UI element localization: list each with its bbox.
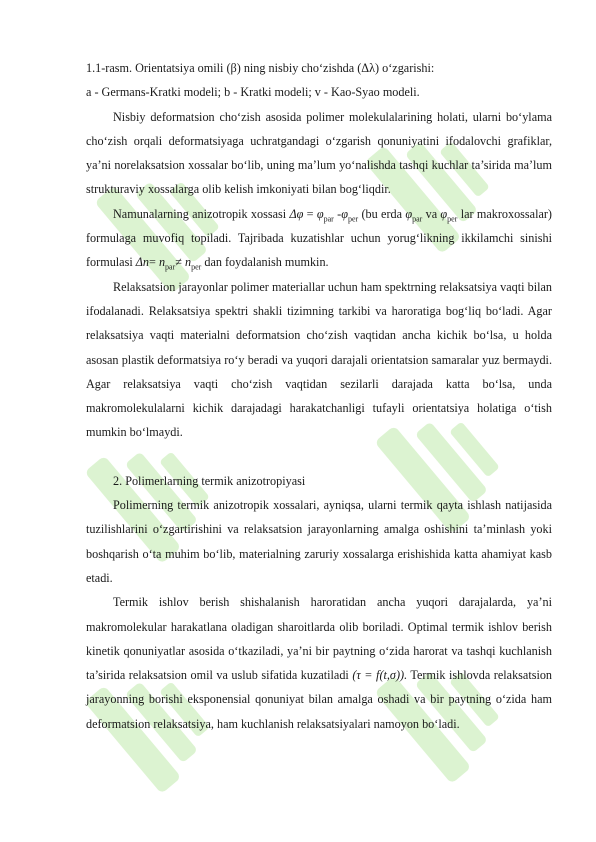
paragraph-5: Termik ishlov berish shishalanish haroratidan ancha yuqori darajalarda, ya’ni makromolekular harakatlana oladigan sharoitlarda olib boriladi. Optimal termik ishlov berish kinetik qonuniyatlar asosida o‘tkaziladi, ya’ni bir paytning o‘zida harorat va tashqi kuchlanish ta’sirida relaksatsion omil va uslub sifatida kuzatiladi (τ = f(t,σ)). Termik ishlovda relaksatsion jarayonning borishi eksponensial qonuniyat bilan amalga oshadi va bir paytning o‘zida ham deformatsion relaksatsiya, ham kuchlanish relaksatsiyalari namoyon bo‘ladi. [86,595,553,731]
paragraph-1: Nisbiy deformatsion cho‘zish asosida polimer molekulalarining holati, ularni bo‘ylama cho‘zish orqali deformatsiyaga uchratgandagi o‘zgarish qonuniyatini ifodalovchi grafiklar, ya’ni norelaksatsion xossalar bo‘lib, uning ma’lum yo‘nalishda tashqi kuchlar ta’sirida ma’lum strukturaviy xossalarga olib kelish imkoniyati bilan bog‘liqdir. [86,109,552,197]
paragraph-4: Polimerning termik anizotropik xossalari, ayniqsa, ularni termik qayta ishlash natijasida tuzilishlarini o‘zgartirishini va relaksatsion jarayonlarning amalga oshishini ta’minlash yoki boshqarish o‘ta muhim bo‘lib, materialning zaruriy xossalarga erishishida katta ahamiyat kasb etadi. [86,498,552,585]
document-page [86,56,552,736]
section-heading: 2. Polimerlarning termik anizotropiyasi [113,473,306,488]
figure-caption-line-2: a - Germans-Kratki modeli; b - Kratki modeli; v - Kao-Syao modeli. [86,85,420,100]
figure-caption-line-1: 1.1-rasm. Orientatsiya omili (β) ning nisbiy cho‘zishda (Δλ) o‘zgarishi: [86,61,435,75]
paragraph-2: Namunalarning anizotropik xossasi $\Delta\varphi = \varphi_{par}$ $-\varphi_{per}$ (bu erda $\varphi_{par}$ va $\varphi_{per}$ lar makroxossalar) formulaga muvofiq topiladi. Tajribada kuzatishlar uchun yorug‘likning ikkilamchi sinishi formulasi $\Delta n= n_{par}\ne n_{per}$ dan foydalanish mumkin. [86,206,552,272]
paragraph-3: Relaksatsion jarayonlar polimer materiallar uchun ham spektrning relaksatsiya vaqti bilan ifodalanadi. Relaksatsiya spektri shakli tizimning tarkibi va haroratiga bog‘liq bo‘ladi. Agar relaksatsiya vaqti materialni deformatsion cho‘zish vaqtidan ancha kichik bo‘lsa, u holda asosan plastik deformatsiya ro‘y beradi va yuqori darajali orientatsion samaralar yuz bermaydi. Agar relaksatsiya vaqti cho‘zish vaqtidan sezilarli darajada katta bo‘lsa, unda makromolekulalarni kichik darajadagi harakatchanligi tufayli orientatsiya holatiga o‘tish mumkin bo‘lmaydi. [86,279,552,440]
